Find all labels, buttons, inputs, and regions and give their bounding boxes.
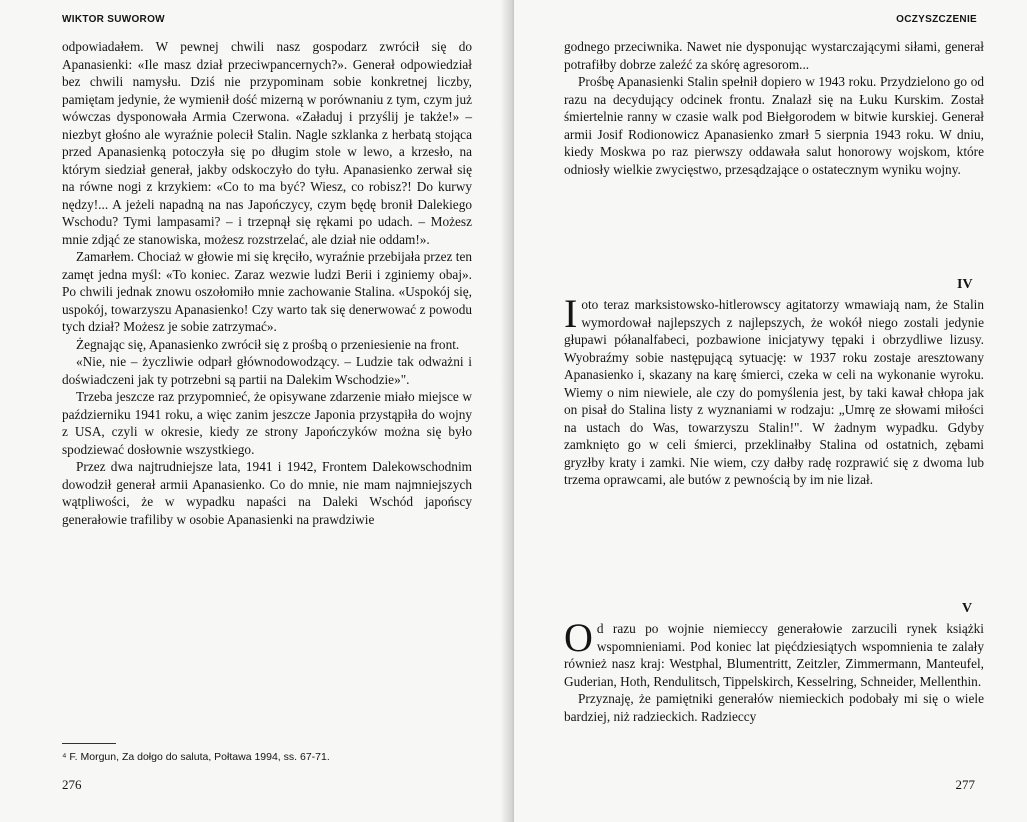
paragraph: odpowiadałem. W pewnej chwili nasz gospodarz zwrócił się do Apanasienki: «Ile masz dział przeciwpancernych?». Generał odpowiedział bez chwili namysłu. Dziś nie przypominam sobie konkretnej liczby, pamiętam jedynie, że wymienił dość mizerną w porównaniu z tym, czym już wówczas dysponowała Armia Czerwona. «Załaduj i przyślij je także!» – niezbyt głośno ale wyraźnie polecił Stalin. Nagle szklanka z herbatą stojąca przed Apanasienką potoczyła się po długim stole w lewo, a krzesło, na którym siedział generał, jakby odskoczyło do tyłu. Apanasienko zerwał się na równe nogi z krzykiem: «Co to ma być? Wiesz, co robisz?! Do kurwy nędzy!... A jeżeli napadną na nas Japończycy, czym będę bronił Dalekiego Wschodu? Tymi lampasami? – i trzepnął się rękami po udach. – Możesz mnie zdjąć ze stanowiska, możesz rozstrzelać, ale dział nie oddam!». — [62, 39, 472, 247]
paragraph: Trzeba jeszcze raz przypomnieć, że opisywane zdarzenie miało miejsce w październiku 1941 roku, a więc zanim jeszcze Japonia przystąpiła do wojny z USA, czyli w okresie, kiedy ze strony Japończyków można się było spodziewać dosłownie wszystkiego. — [62, 389, 472, 457]
paragraph: godnego przeciwnika. Nawet nie dysponując wystarczającymi siłami, generał potrafiłby dobrze zaleźć za skórę agresorom... — [564, 39, 984, 72]
section-v-text: d razu po wojnie niemieccy generałowie zarzucili rynek książki wspomnieniami. Pod koniec lat pięćdziesiątych wspomnienia te zalały również nasz kraj: Westphal, Blumentritt, Zeitzler, Zimmermann, Manteufel, Guderian, Hoth, Rendulitsch, Tippelskirch, Kesselring, Schneider, Mellenthin. — [564, 621, 984, 689]
drop-cap: I — [564, 291, 578, 336]
left-page — [0, 0, 512, 822]
paragraph: Przez dwa najtrudniejsze lata, 1941 i 1942, Frontem Dalekowschodnim dowodził generał armii Apanasienko. Co do mnie, nie mam najmniejszych wątpliwości, że w wypadku napaści na Daleki Wschód japońscy generałowie trafiliby w osobie Apanasienki na prawdziwie — [62, 459, 472, 527]
paragraph: Zamarłem. Chociaż w głowie mi się kręciło, wyraźnie przebijała przez ten zamęt jedna myśl: «To koniec. Zaraz wezwie ludzi Berii i zginiemy obaj». Po chwili jednak znowu oszołomiło mnie zachowanie Stalina. «Uspokój się, uspokój, towarzyszu Apanasienko! Czy warto tak się denerwować z powodu tych dział? Możesz je sobie zatrzymać». — [62, 249, 472, 334]
right-page-opening-text — [564, 38, 984, 178]
paragraph — [564, 615, 984, 690]
page-number-left: 276 — [62, 777, 82, 792]
section-iv-text: oto teraz marksistowsko-hitlerowscy agitatorzy wmawiają nam, że Stalin wymordował najlepszych z najlepszych, że wokół niego zostali jedynie głupawi półanalfabeci, pozbawione inicjatywy tępaki i obrzydliwe lizusy. Wyobraźmy sobie następującą sytuację: w 1937 roku zostaje aresztowany Apanasienko i, skazany na karę śmierci, czeka w celi na wykonanie wyroku. Wiemy o nim niewiele, ale czy do pomyślenia jest, by taki kawał chłopa jak on pisał do Stalina listy z wyznaniami w rodzaju: „Umrę ze słowami miłości na ustach do Was, towarzyszu Stalin!". W żadnym wypadku. Gdyby zamknięto go w celi śmierci, przeklinałby Stalina od ostatnich, zębami gryzłby kraty i zamki. Nie wiem, czy dałby radę rozprawić się z dwoma lub trzema oprawcami, ale butów z pewnością by im nie lizał. — [564, 297, 984, 487]
paragraph — [564, 291, 984, 489]
section-v-body — [564, 615, 984, 725]
section-number-v: V — [962, 601, 973, 616]
left-page-body — [62, 38, 472, 528]
paragraph: Przyznaję, że pamiętniki generałów niemieckich podobały mi się o wiele bardziej, niż radzieckich. Radzieccy — [564, 691, 984, 724]
right-page — [514, 0, 1027, 822]
section-number-iv: IV — [957, 277, 973, 292]
footnote: ⁴ F. Morgun, Za dołgo do saluta, Połtawa 1994, ss. 67-71. — [62, 751, 330, 763]
running-head-right: OCZYSZCZENIE — [896, 14, 977, 25]
section-iv-body — [564, 291, 984, 489]
paragraph: Żegnając się, Apanasienko zwrócił się z prośbą o przeniesienie na front. — [76, 336, 460, 352]
drop-cap: O — [564, 615, 593, 660]
running-head-left: WIKTOR SUWOROW — [62, 14, 165, 25]
page-number-right: 277 — [955, 777, 975, 792]
paragraph: Prośbę Apanasienki Stalin spełnił dopiero w 1943 roku. Przydzielono go od razu na decydujący odcinek frontu. Znalazł się na Łuku Kurskim. Został śmiertelnie ranny w czasie walk pod Biełgorodem w bitwie kurskiej. Generał armii Josif Rodionowicz Apanasienko zmarł 5 sierpnia 1943 roku. W dniu, kiedy Moskwa po raz pierwszy oddawała salut honorowy wojskom, które odniosły wielkie zwycięstwo, przesądzające o ostatecznym wyniku wojny. — [564, 74, 984, 177]
paragraph: «Nie, nie – życzliwie odparł głównodowodzący. – Ludzie tak odważni i doświadczeni jak ty potrzebni są partii na Dalekim Wschodzie»". — [62, 354, 472, 387]
footnote-rule — [62, 743, 116, 744]
